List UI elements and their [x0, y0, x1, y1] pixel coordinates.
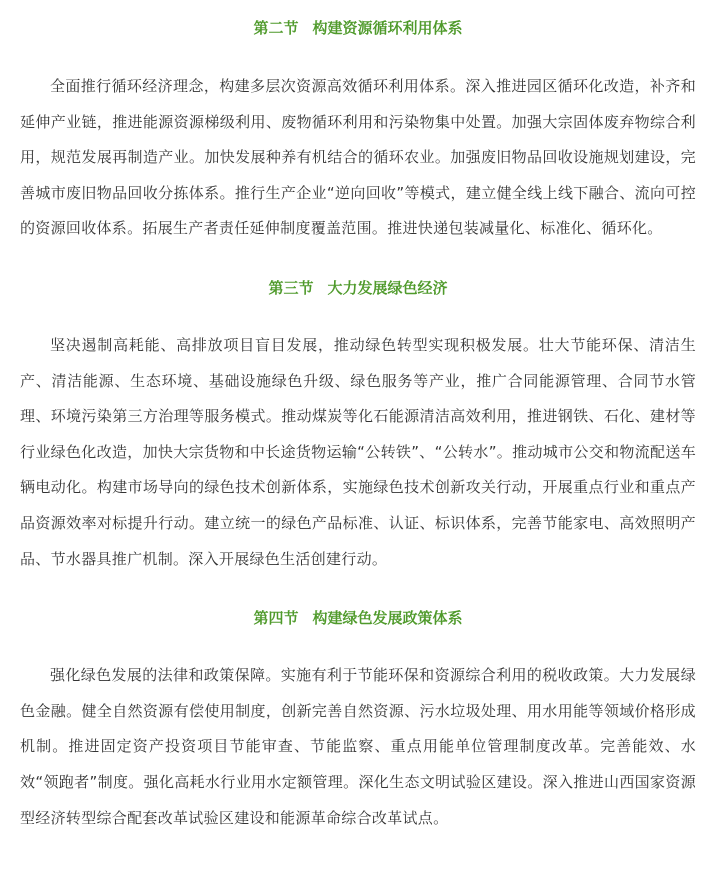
section-heading-3: [20, 277, 696, 299]
section-title: 大力发展绿色经济: [327, 278, 448, 297]
section-body-2: 全面推行循环经济理念，构建多层次资源高效循环利用体系。深入推进园区循环化改造，补齐和延伸产业链，推进能源资源梯级利用、废物循环利用和污染物集中处置。加强大宗固体废弃物综合利用，规范发展再制造产业。加快发展种养有机结合的循环农业。加强废旧物品回收设施规划建设，完善城市废旧物品回收分拣体系。推行生产企业“逆向回收”等模式，建立健全线上线下融合、流向可控的资源回收体系。拓展生产者责任延伸制度覆盖范围。推进快递包装减量化、标准化、循环化。: [20, 77, 696, 238]
section-title: 构建资源循环利用体系: [312, 19, 463, 37]
section-number: 第三节: [268, 278, 314, 297]
section-body-3: 坚决遏制高耗能、高排放项目盲目发展，推动绿色转型实现积极发展。壮大节能环保、清洁生产、清洁能源、生态环境、基础设施绿色升级、绿色服务等产业，推广合同能源管理、合同节水管理、环境污染第三方治理等服务模式。推动煤炭等化石能源清洁高效利用，推进钢铁、石化、建材等行业绿色化改造，加快大宗货物和中长途货物运输“公转铁”、“公转水”。推动城市公交和物流配送车辆电动化。构建市场导向的绿色技术创新体系，实施绿色技术创新攻关行动，开展重点行业和重点产品资源效率对标提升行动。建立统一的绿色产品标准、认证、标识体系，完善节能家电、高效照明产品、节水器具推广机制。深入开展绿色生活创建行动。: [20, 335, 696, 568]
section-heading-4: [20, 607, 696, 629]
section-title: 构建绿色发展政策体系: [312, 609, 463, 628]
section-heading-2: [20, 0, 696, 39]
section-body-4: 强化绿色发展的法律和政策保障。实施有利于节能环保和资源综合利用的税收政策。大力发展绿色金融。健全自然资源有偿使用制度，创新完善自然资源、污水垃圾处理、用水用能等领域价格形成机制。推进固定资产投资项目节能审查、节能监察、重点用能单位管理制度改革。完善能效、水效“领跑者”制度。强化高耗水行业用水定额管理。深化生态文明试验区建设。深入推进山西国家资源型经济转型综合配套改革试验区建设和能源革命综合改革试点。: [20, 666, 696, 827]
section-number: 第二节: [253, 19, 299, 37]
section-number: 第四节: [253, 609, 299, 628]
